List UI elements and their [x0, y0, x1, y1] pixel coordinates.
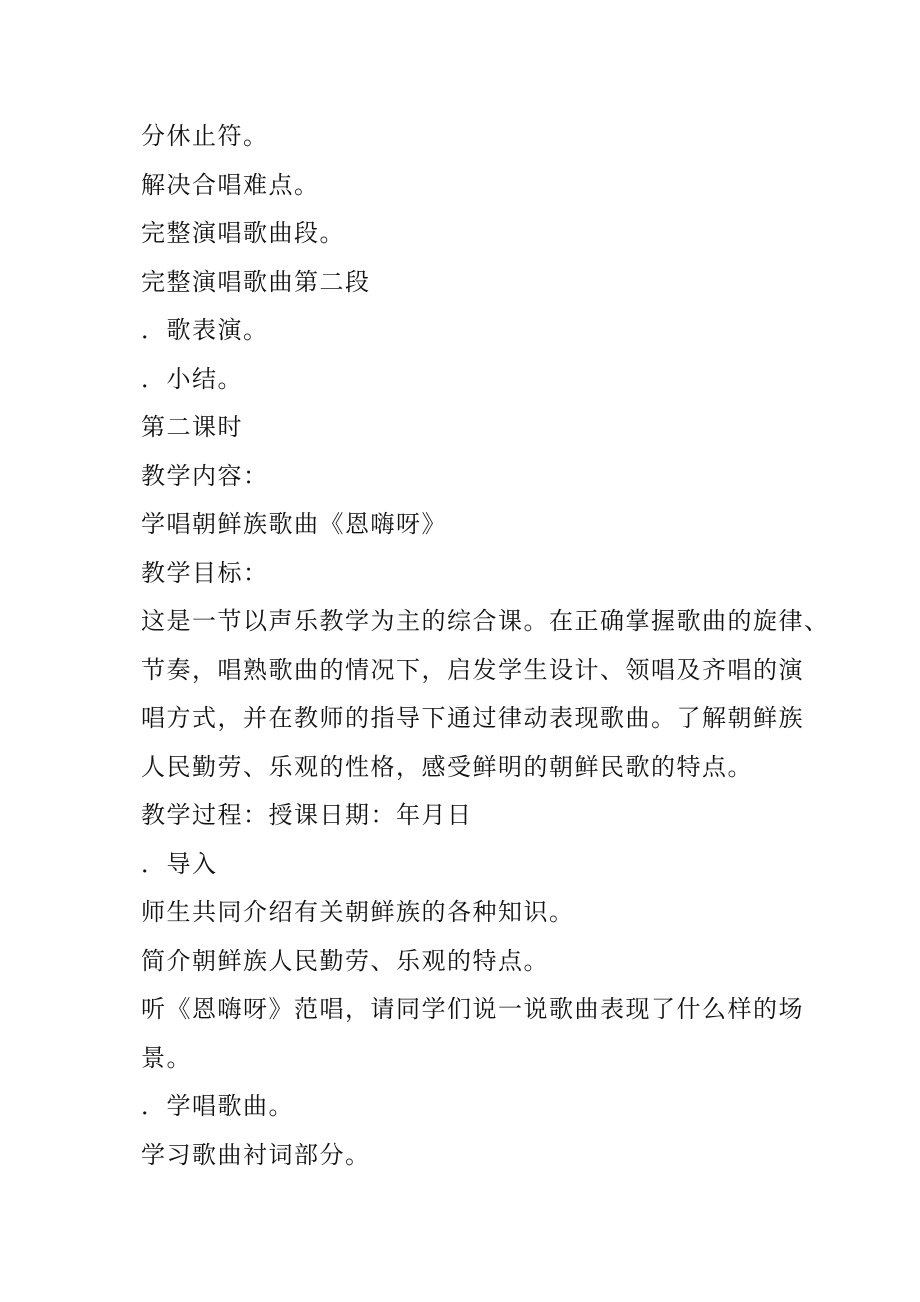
text-line: 景。 [141, 1043, 192, 1072]
text-line: 听《恩嗨呀》范唱，请同学们说一说歌曲表现了什么样的场 [141, 995, 804, 1023]
text-line: ．学唱歌曲。 [141, 1092, 294, 1120]
text-line: 学唱朝鲜族歌曲《恩嗨呀》 [141, 510, 447, 538]
text-line: 简介朝鲜族人民勤劳、乐观的特点。 [141, 946, 549, 975]
text-line: 完整演唱歌曲段。 [141, 219, 345, 247]
text-line: 唱方式，并在教师的指导下通过律动表现歌曲。了解朝鲜族 [141, 704, 804, 732]
text-line: 教学内容： [141, 461, 269, 490]
text-line: 人民勤劳、乐观的性格，感受鲜明的朝鲜民歌的特点。 [141, 752, 753, 781]
text-line: 这是一节以声乐教学为主的综合课。在正确掌握歌曲的旋律、 [141, 607, 830, 635]
text-line: ．导入 [141, 849, 218, 878]
text-line: 教学过程：授课日期：年月日 [141, 801, 473, 829]
section-heading: 第二课时 [141, 413, 243, 441]
text-line: 完整演唱歌曲第二段 [141, 267, 371, 296]
text-line: 解决合唱难点。 [141, 170, 320, 199]
text-line: ．歌表演。 [141, 316, 269, 344]
text-line: 分休止符。 [141, 122, 269, 150]
text-line: 教学目标： [141, 558, 269, 587]
text-line: 师生共同介绍有关朝鲜族的各种知识。 [141, 898, 575, 926]
text-line: 节奏，唱熟歌曲的情况下，启发学生设计、领唱及齐唱的演 [141, 655, 804, 684]
text-line: 学习歌曲衬词部分。 [141, 1140, 371, 1169]
text-line: ．小结。 [141, 364, 243, 393]
document-body [141, 112, 830, 1179]
